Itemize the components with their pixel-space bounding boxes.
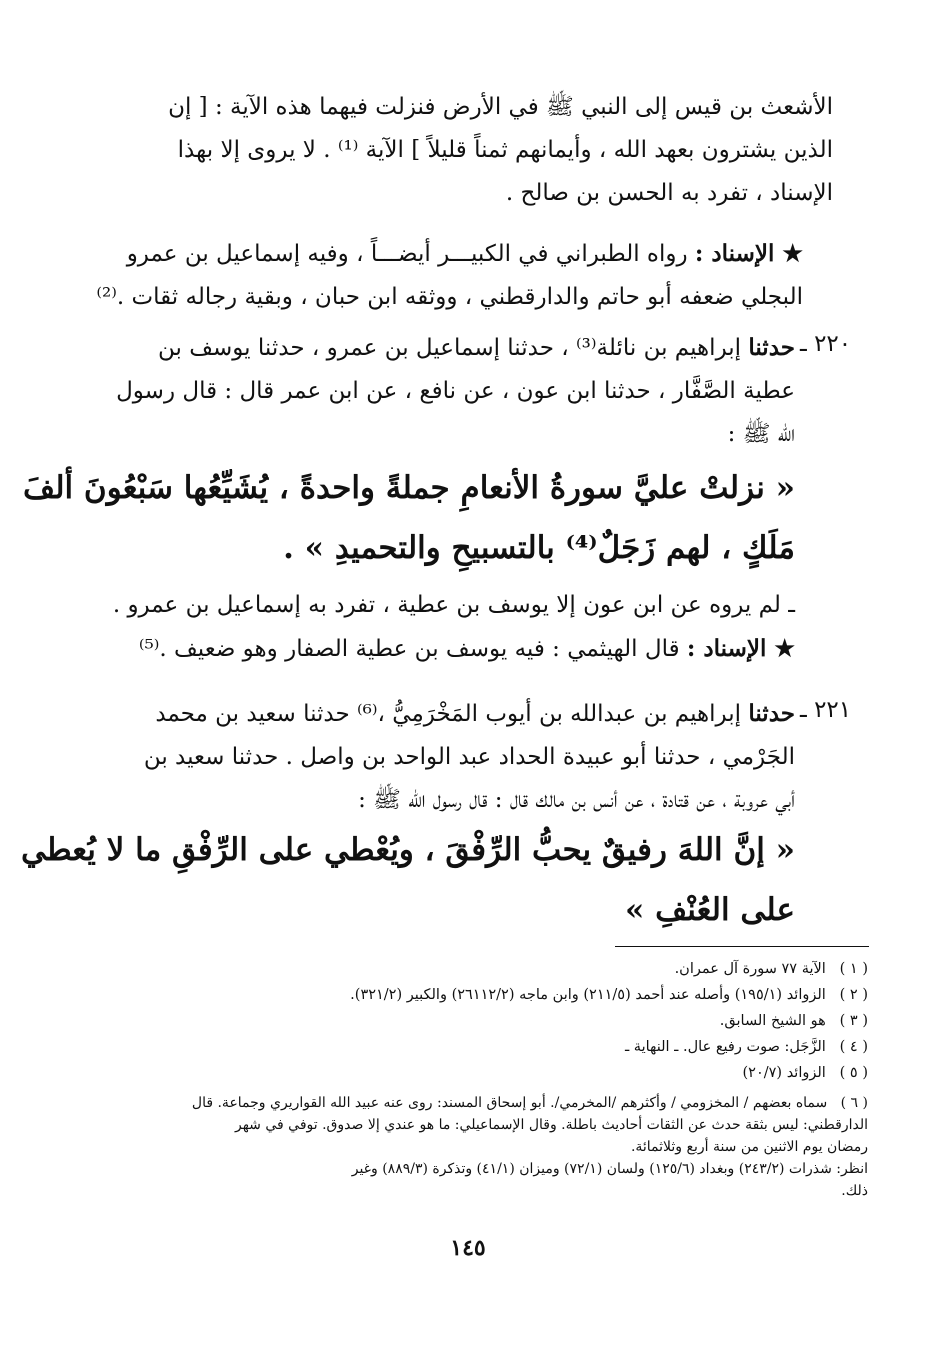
footnote-number: ( ٦ ): [840, 1095, 868, 1111]
footnote-text: الزَّجَل: صوت رفيع عال. ـ النهاية ـ: [624, 1039, 826, 1055]
text-line: [126, 232, 803, 276]
page-number: ١٤٥: [450, 1235, 486, 1261]
footnote-item: [110, 1092, 868, 1114]
footnote-continuation: رمضان يوم الاثنين من سنة أربع وثلاثمائة.: [630, 1139, 868, 1155]
text-line: الذين يشترون بعهد الله ، وأيمانهم ثمناً قليلاً ] الآية ⁽¹⁾ . لا يروى إلا بهذا: [177, 137, 833, 163]
text-line: الله ﷺ :: [727, 421, 795, 447]
hadith-lead: حدثنا: [748, 700, 795, 727]
footnote-text: هو الشيخ السابق.: [719, 1013, 826, 1029]
footnote-text: الزوائد (١٩٥/١) وأصله عند أحمد (٢١١/٥) وابن ماجه (٢٦١١٢/٢) والكبير (٣٢١/٢).: [350, 987, 826, 1003]
footnote-continuation: ذلك.: [841, 1183, 868, 1199]
hadith-221-matn: [21, 820, 795, 940]
hadith-220-matn: [22, 458, 795, 578]
footnote-text: الزوائد (٢٠/٧): [742, 1065, 826, 1081]
footnote-text: سماه بعضهم / المخزومي / وأكثرهم /المخرمي/. أبو إسحاق المسند: روى عنه عبيد الله القواريري وجماعة. قال: [191, 1095, 828, 1111]
text-line: [133, 627, 795, 671]
matn-line: « إنَّ اللهَ رفيقٌ يحبُّ الرِّفْقَ ، ويُعْطي على الرِّفْقِ ما لا يُعطي: [21, 832, 795, 868]
matn-line: على العُنْفِ »: [624, 892, 795, 928]
footnote-number: ( ٥ ): [839, 1065, 868, 1081]
footnote-continuation: انظر: شذرات (٢٤٣/٢) وبغداد (١٢٥/٦) ولسان (٧٢/١) وميزان (٤١/١) وتذكرة (٨٨٩/٣) وغير: [351, 1161, 868, 1177]
hadith-220-notes: [112, 584, 795, 671]
footnote-number: ( ١ ): [839, 961, 868, 977]
hadith-221-chain: [133, 692, 795, 822]
footnote-six: [110, 1092, 868, 1202]
isnad-label: ★ الإسناد :: [686, 635, 795, 662]
text-line: الأشعث بن قيس إلى النبي ﷺ في الأرض فنزلت فيهما هذه الآية : [ إن: [168, 94, 833, 120]
text-line: عطية الصَّفَّار ، حدثنا ابن عون ، عن نافع ، عن ابن عمر قال : قال رسول: [116, 378, 795, 404]
hadith-220-chain: [116, 326, 795, 456]
footnote-item: [200, 982, 868, 1008]
footnotes: [200, 956, 868, 1086]
footnote-continuation: الدارقطني: ليس بثقة حدث عن الثقات أحاديث باطلة. وقال الإسماعيلي: ما هو عندي إلا صدوق. توفي في شهر: [235, 1117, 868, 1133]
chain-text: إبراهيم بن عبدالله بن أيوب المَخْرَمِيُّ ،⁽⁶⁾ حدثنا سعيد بن محمد: [155, 701, 749, 727]
footnote-item: [200, 1034, 868, 1060]
footnote-divider: [615, 946, 869, 947]
text-line: [133, 326, 795, 370]
hadith-lead: حدثنا: [748, 334, 795, 361]
text-line: الإسناد ، تفرد به الحسن بن صالح .: [505, 180, 833, 206]
text-line: أبي عروبة ، عن قتادة ، عن أنس بن مالك قال : قال رسول الله ﷺ :: [358, 787, 795, 813]
text-line: [133, 692, 795, 736]
text-line: البجلي ضعفه أبو حاتم والدارقطني ، ووثقه ابن حبان ، وبقية رجاله ثقات .⁽²⁾: [96, 284, 803, 310]
isnad-text: قال الهيثمي : فيه يوسف بن عطية الصفار وهو ضعيف .⁽⁵⁾: [138, 636, 687, 662]
intro-paragraph: [133, 86, 833, 215]
hadith-number: ٢٢١ ـ: [800, 697, 852, 723]
footnote-number: ( ٤ ): [839, 1039, 868, 1055]
text-line: ـ لم يروه عن ابن عون إلا يوسف بن عطية ، تفرد به إسماعيل بن عمرو .: [112, 592, 795, 618]
footnote-item: [200, 956, 868, 982]
footnote-number: ( ٢ ): [839, 987, 868, 1003]
footnote-item: [200, 1008, 868, 1034]
chain-text: إبراهيم بن نائلة⁽³⁾ ، حدثنا إسماعيل بن عمرو ، حدثنا يوسف بن: [158, 335, 749, 361]
footnote-number: ( ٣ ): [839, 1013, 868, 1029]
isnad-text: رواه الطبراني في الكبيـــر أيضـــاً ، وفيه إسماعيل بن عمرو: [126, 241, 695, 267]
matn-line: « نزلتْ عليَّ سورةُ الأنعامِ جملةً واحدةً ، يُشَيِّعُها سَبْعُونَ ألفَ: [22, 470, 795, 506]
footnote-item: [200, 1060, 868, 1086]
hadith-number: ٢٢٠ ـ: [800, 331, 852, 357]
matn-line: مَلَكٍ ، لهم زَجَلٌ⁽⁴⁾ بالتسبيحِ والتحميدِ » .: [283, 530, 795, 566]
isnad-paragraph: [96, 232, 803, 319]
isnad-label: ★ الإسناد :: [694, 240, 803, 267]
footnote-text: الآية ٧٧ سورة آل عمران.: [674, 961, 826, 977]
text-line: الجَرْمي ، حدثنا أبو عبيدة الحداد عبد الواحد بن واصل . حدثنا سعيد بن: [143, 744, 795, 770]
